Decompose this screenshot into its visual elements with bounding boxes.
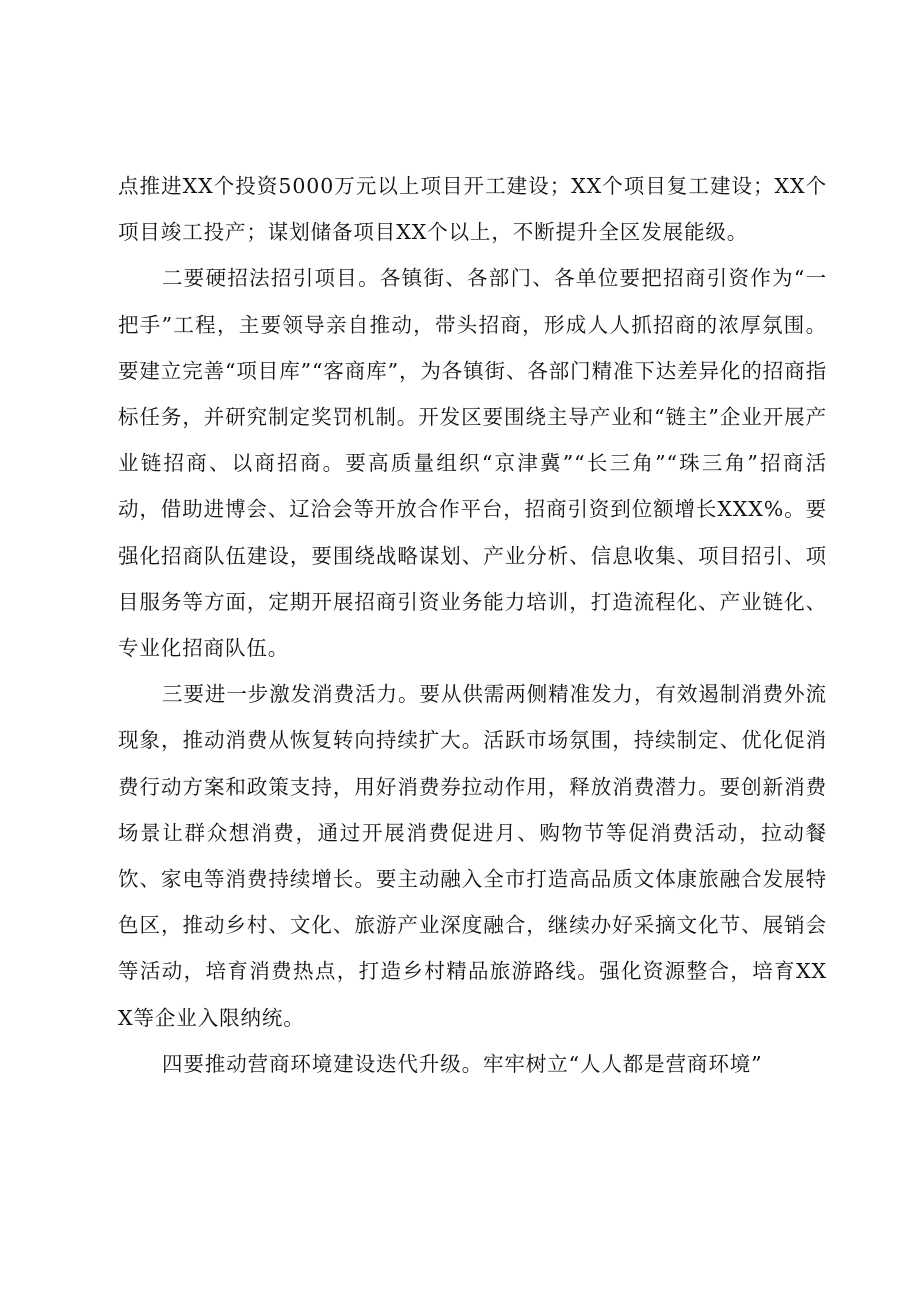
paragraph-consumption: 三要进一步激发消费活力。要从供需两侧精准发力，有效遏制消费外流现象，推动消费从恢复转向持续扩大。活跃市场氛围，持续制定、优化促消费行动方案和政策支持，用好消费券拉动作用，释放消费潜力。要创新消费场景让群众想消费，通过开展消费促进月、购物节等促消费活动，拉动餐饮、家电等消费持续增长。要主动融入全市打造高品质文体康旅融合发展特色区，推动乡村、文化、旅游产业深度融合，继续办好采摘文化节、展销会等活动，培育消费热点，打造乡村精品旅游路线。强化资源整合，培育XXX等企业入限纳统。: [118, 682, 827, 1030]
document-body: [118, 163, 827, 1087]
paragraph-continuation: 点推进XX个投资5000万元以上项目开工建设；XX个项目复工建设；XX个项目竣工投产；谋划储备项目XX个以上，不断提升全区发展能级。: [118, 174, 827, 245]
paragraph-investment-attraction: 二要硬招法招引项目。各镇街、各部门、各单位要把招商引资作为“一把手”工程，主要领导亲自推动，带头招商，形成人人抓招商的浓厚氛围。要建立完善“项目库”“客商库”，为各镇街、各部门精准下达差异化的招商指标任务，并研究制定奖罚机制。开发区要围绕主导产业和“链主”企业开展产业链招商、以商招商。要高质量组织“京津冀”“长三角”“珠三角”招商活动，借助进博会、辽洽会等开放合作平台，招商引资到位额增长XXX%。要强化招商队伍建设，要围绕战略谋划、产业分析、信息收集、项目招引、项目服务等方面，定期开展招商引资业务能力培训，打造流程化、产业链化、专业化招商队伍。: [118, 266, 827, 661]
paragraph-business-environment: 四要推动营商环境建设迭代升级。牢牢树立“人人都是营商环境”: [162, 1051, 763, 1076]
